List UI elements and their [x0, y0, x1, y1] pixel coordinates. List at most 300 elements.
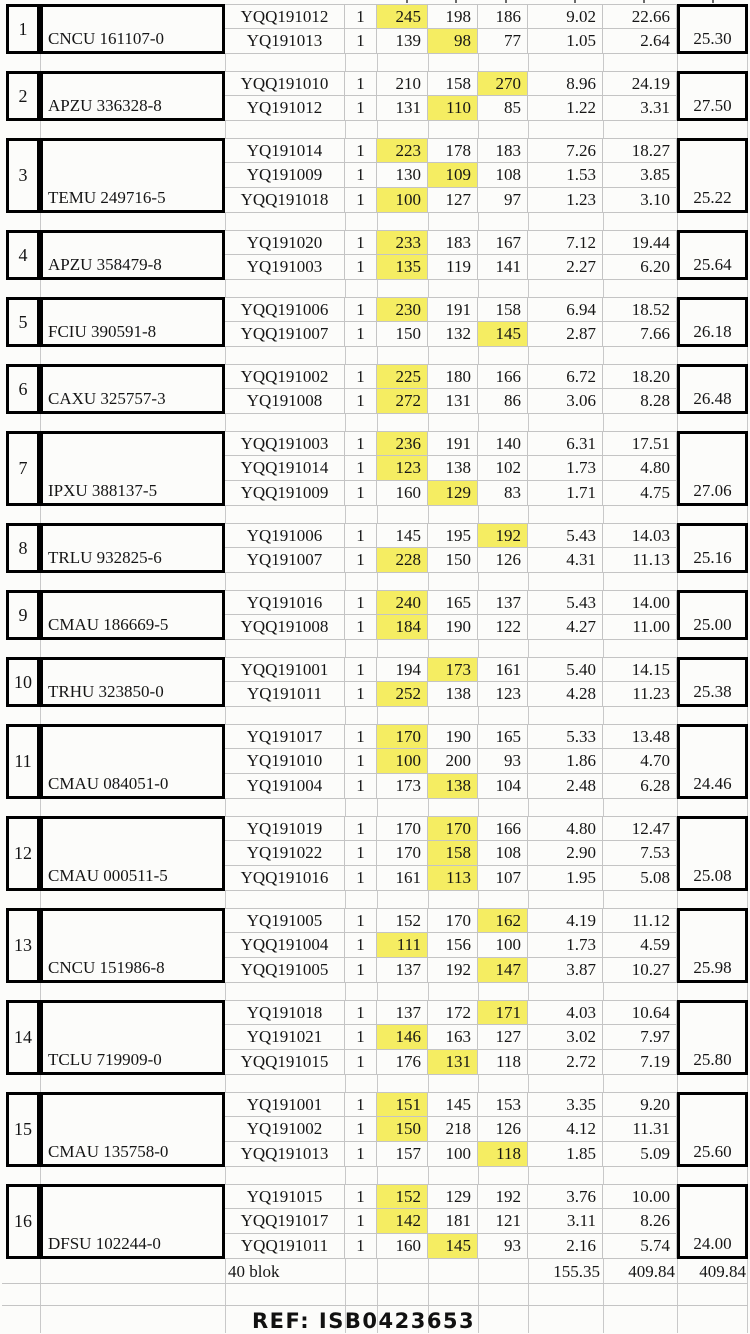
grid-line [747, 799, 748, 816]
header-fragment [505, 0, 507, 3]
grid-line [40, 347, 41, 364]
grid-gap-row [2, 280, 748, 297]
table-row [225, 958, 677, 983]
grid-line [345, 799, 346, 816]
container-total: 25.98 [693, 958, 732, 977]
container-total: 25.38 [693, 682, 732, 701]
lot-code-cell: YQ191016 [225, 591, 345, 615]
measure-3-cell: 158 [478, 298, 528, 322]
container-total: 25.80 [693, 1050, 732, 1069]
grid-gap-row [2, 121, 748, 138]
measure-1-cell: 210 [377, 72, 428, 96]
summary-sum-col4: 155.35 [553, 1262, 600, 1281]
grid-line [40, 707, 41, 724]
grid-line [40, 213, 41, 230]
weight-gross-cell: 4.80 [603, 456, 677, 481]
container-id: CMAU 084051-0 [48, 774, 169, 793]
table-row [225, 96, 677, 121]
grid-line [40, 121, 41, 138]
group-number: 4 [18, 244, 28, 265]
weight-net-cell: 4.12 [528, 1117, 603, 1142]
lot-qty-cell: 1 [345, 365, 377, 389]
header-fragment [712, 0, 714, 3]
measure-3-cell-highlighted: 270 [478, 72, 528, 96]
measure-3-cell-highlighted: 147 [478, 958, 528, 983]
grid-line [478, 573, 479, 590]
grid-line [528, 983, 529, 1000]
container-id: APZU 358479-8 [48, 255, 162, 274]
table-row [225, 590, 677, 615]
grid-line [528, 213, 529, 230]
group-number-box [6, 1184, 40, 1259]
grid-line [677, 799, 678, 816]
measure-3-cell-highlighted: 145 [478, 322, 528, 347]
lot-code-cell: YQ191021 [225, 1025, 345, 1050]
weight-gross-cell: 9.20 [603, 1093, 677, 1117]
container-total-box [677, 657, 748, 707]
weight-net-cell: 1.95 [528, 866, 603, 891]
grid-line [478, 891, 479, 908]
container-id: CMAU 000511-5 [48, 866, 168, 885]
grid-gap-row [2, 983, 748, 1000]
container-id: FCIU 390591-8 [48, 322, 157, 341]
weight-net-cell: 3.35 [528, 1093, 603, 1117]
grid-line [428, 1167, 429, 1184]
grid-line [677, 573, 678, 590]
measure-2-cell: 129 [428, 1185, 478, 1209]
grid-line [478, 983, 479, 1000]
table-row [225, 866, 677, 891]
lot-code-cell: YQQ191017 [225, 1209, 345, 1234]
group-number: 2 [18, 85, 28, 106]
weight-gross-cell: 5.74 [603, 1234, 677, 1259]
measure-2-cell: 183 [428, 231, 478, 255]
grid-gap-row [2, 891, 748, 908]
container-total: 24.00 [693, 1234, 732, 1253]
lot-qty-cell: 1 [345, 322, 377, 347]
grid-line [345, 1075, 346, 1092]
measure-1-cell: 130 [377, 163, 428, 188]
grid-line [478, 506, 479, 523]
measure-3-cell: 108 [478, 841, 528, 866]
grid-line [377, 1075, 378, 1092]
table-row [225, 1184, 677, 1209]
grid-line [377, 280, 378, 297]
measure-3-cell: 100 [478, 933, 528, 958]
weight-gross-cell: 3.31 [603, 96, 677, 121]
weight-net-cell: 4.03 [528, 1001, 603, 1025]
group-number-box [6, 1000, 40, 1075]
weight-gross-cell: 11.31 [603, 1117, 677, 1142]
measure-2-cell: 100 [428, 1142, 478, 1167]
container-id-box [40, 657, 225, 707]
table-row [225, 548, 677, 573]
container-total-box [677, 523, 748, 573]
lot-code-cell: YQQ191006 [225, 298, 345, 322]
measure-3-cell: 153 [478, 1093, 528, 1117]
grid-line [225, 347, 226, 364]
lot-qty-cell: 1 [345, 841, 377, 866]
lot-code-cell: YQ191009 [225, 163, 345, 188]
measure-2-cell: 138 [428, 456, 478, 481]
grid-line [603, 414, 604, 431]
measure-1-cell-highlighted: 223 [377, 139, 428, 163]
measure-3-cell: 165 [478, 725, 528, 749]
grid-line [478, 1167, 479, 1184]
measure-3-cell-highlighted: 162 [478, 909, 528, 933]
grid-line [528, 1284, 529, 1305]
table-row [225, 230, 677, 255]
container-id-box [40, 431, 225, 506]
weight-gross-cell: 4.75 [603, 481, 677, 506]
grid-line [225, 573, 226, 590]
weight-gross-cell: 7.19 [603, 1050, 677, 1075]
weight-gross-cell: 11.23 [603, 682, 677, 707]
lot-qty-cell: 1 [345, 481, 377, 506]
lot-code-cell: YQQ191005 [225, 958, 345, 983]
grid-line [528, 891, 529, 908]
grid-gap-row [2, 347, 748, 364]
weight-net-cell: 1.85 [528, 1142, 603, 1167]
grid-line [603, 983, 604, 1000]
measure-1-cell-highlighted: 230 [377, 298, 428, 322]
lot-qty-cell: 1 [345, 1117, 377, 1142]
grid-line [478, 347, 479, 364]
lot-qty-cell: 1 [345, 298, 377, 322]
measure-1-cell-highlighted: 123 [377, 456, 428, 481]
measure-1-cell-highlighted: 150 [377, 1117, 428, 1142]
weight-net-cell: 1.22 [528, 96, 603, 121]
grid-line [478, 707, 479, 724]
grid-line [603, 640, 604, 657]
container-total: 24.46 [693, 774, 732, 793]
weight-gross-cell: 7.97 [603, 1025, 677, 1050]
grid-line [603, 506, 604, 523]
measure-1-cell-highlighted: 228 [377, 548, 428, 573]
grid-line [428, 54, 429, 71]
grid-line [345, 1259, 346, 1283]
container-id-box [40, 590, 225, 640]
measure-1-cell-highlighted: 252 [377, 682, 428, 707]
measure-3-cell: 85 [478, 96, 528, 121]
weight-net-cell: 2.90 [528, 841, 603, 866]
grid-line [225, 640, 226, 657]
grid-line [528, 640, 529, 657]
weight-gross-cell: 7.53 [603, 841, 677, 866]
group-number-box [6, 816, 40, 891]
measure-2-cell: 138 [428, 682, 478, 707]
measure-1-cell: 176 [377, 1050, 428, 1075]
container-id-box [40, 523, 225, 573]
measure-2-cell: 158 [428, 72, 478, 96]
grid-line [345, 213, 346, 230]
grid-line [747, 983, 748, 1000]
measure-3-cell: 93 [478, 1234, 528, 1259]
grid-line [677, 1075, 678, 1092]
measure-2-cell: 163 [428, 1025, 478, 1050]
measure-2-cell-highlighted: 138 [428, 774, 478, 799]
group-number-box [6, 297, 40, 347]
grid-line [747, 573, 748, 590]
container-id-box [40, 1000, 225, 1075]
measure-1-cell: 145 [377, 524, 428, 548]
weight-net-cell: 2.16 [528, 1234, 603, 1259]
group-number-box [6, 590, 40, 640]
measure-2-cell-highlighted: 129 [428, 481, 478, 506]
weight-gross-cell: 17.51 [603, 432, 677, 456]
grid-gap-row [2, 799, 748, 816]
grid-line [528, 121, 529, 138]
table-row [225, 1092, 677, 1117]
weight-net-cell: 7.12 [528, 231, 603, 255]
grid-line [603, 1306, 604, 1333]
measure-1-cell-highlighted: 135 [377, 255, 428, 280]
grid-line [40, 1167, 41, 1184]
weight-gross-cell: 24.19 [603, 72, 677, 96]
grid-line [40, 640, 41, 657]
lot-qty-cell: 1 [345, 432, 377, 456]
header-fragment [643, 0, 645, 3]
grid-line [478, 640, 479, 657]
grid-line [747, 347, 748, 364]
grid-line [478, 799, 479, 816]
weight-net-cell: 3.87 [528, 958, 603, 983]
measure-2-cell-highlighted: 98 [428, 29, 478, 54]
measure-2-cell: 190 [428, 725, 478, 749]
grid-line [747, 1306, 748, 1333]
grid-line [428, 983, 429, 1000]
table-row [225, 908, 677, 933]
grid-line [377, 983, 378, 1000]
lot-code-cell: YQ191020 [225, 231, 345, 255]
group-number-box [6, 4, 40, 54]
grid-line [428, 891, 429, 908]
measure-1-cell-highlighted: 272 [377, 389, 428, 414]
measure-1-cell: 137 [377, 1001, 428, 1025]
grid-line [603, 347, 604, 364]
weight-gross-cell: 6.20 [603, 255, 677, 280]
grid-line [603, 1075, 604, 1092]
lot-code-cell: YQ191010 [225, 749, 345, 774]
grid-line [225, 707, 226, 724]
grid-line [747, 1167, 748, 1184]
weight-gross-cell: 18.27 [603, 139, 677, 163]
grid-line [747, 213, 748, 230]
grid-line [225, 1259, 226, 1283]
grid-line [345, 280, 346, 297]
table-row [225, 71, 677, 96]
lot-code-cell: YQ191008 [225, 389, 345, 414]
grid-line [377, 213, 378, 230]
table-row [225, 389, 677, 414]
lot-code-cell: YQQ191007 [225, 322, 345, 347]
weight-net-cell: 3.06 [528, 389, 603, 414]
grid-line [345, 640, 346, 657]
grid-line [345, 1284, 346, 1305]
weight-gross-cell: 14.15 [603, 658, 677, 682]
group-number-box [6, 523, 40, 573]
measure-2-cell: 127 [428, 188, 478, 213]
measure-1-cell-highlighted: 152 [377, 1185, 428, 1209]
grid-line [677, 213, 678, 230]
lot-code-cell: YQQ191004 [225, 933, 345, 958]
measure-2-cell: 172 [428, 1001, 478, 1025]
lot-code-cell: YQ191002 [225, 1117, 345, 1142]
grid-gap-row [2, 414, 748, 431]
grid-line [40, 414, 41, 431]
measure-3-cell: 161 [478, 658, 528, 682]
lot-qty-cell: 1 [345, 591, 377, 615]
measure-2-cell-highlighted: 131 [428, 1050, 478, 1075]
group-number-box [6, 364, 40, 414]
container-total-box [677, 431, 748, 506]
lot-code-cell: YQQ191018 [225, 188, 345, 213]
lot-qty-cell: 1 [345, 615, 377, 640]
container-total-box [677, 908, 748, 983]
table-row [225, 322, 677, 347]
grid-line [478, 213, 479, 230]
measure-3-cell: 122 [478, 615, 528, 640]
grid-line [677, 506, 678, 523]
measure-1-cell: 137 [377, 958, 428, 983]
grid-line [603, 1284, 604, 1305]
lot-qty-cell: 1 [345, 1001, 377, 1025]
grid-line [677, 707, 678, 724]
lot-qty-cell: 1 [345, 255, 377, 280]
weight-net-cell: 3.76 [528, 1185, 603, 1209]
grid-line [478, 280, 479, 297]
table-row [225, 816, 677, 841]
grid-line [377, 1167, 378, 1184]
measure-2-cell: 195 [428, 524, 478, 548]
weight-gross-cell: 3.85 [603, 163, 677, 188]
grid-line [747, 506, 748, 523]
weight-net-cell: 5.40 [528, 658, 603, 682]
grid-gap-row [2, 1075, 748, 1092]
group-number-box [6, 138, 40, 213]
lot-code-cell: YQ191005 [225, 909, 345, 933]
container-total-box [677, 590, 748, 640]
grid-line [478, 54, 479, 71]
weight-net-cell: 4.28 [528, 682, 603, 707]
weight-gross-cell: 8.28 [603, 389, 677, 414]
grid-line [345, 54, 346, 71]
header-fragment [455, 0, 457, 3]
grid-line [377, 891, 378, 908]
grid-line [345, 707, 346, 724]
measure-3-cell: 123 [478, 682, 528, 707]
measure-2-cell-highlighted: 158 [428, 841, 478, 866]
weight-gross-cell: 8.26 [603, 1209, 677, 1234]
measure-2-cell: 191 [428, 432, 478, 456]
lot-qty-cell: 1 [345, 933, 377, 958]
container-id: CNCU 161107-0 [48, 29, 165, 48]
weight-gross-cell: 18.20 [603, 365, 677, 389]
grid-line [428, 640, 429, 657]
group-number: 11 [14, 751, 32, 771]
grid-line [377, 414, 378, 431]
measure-2-cell: 165 [428, 591, 478, 615]
container-total: 25.60 [693, 1142, 732, 1161]
grid-line [428, 1259, 429, 1283]
grid-gap-row [2, 573, 748, 590]
container-id: APZU 336328-8 [48, 96, 162, 115]
container-total: 25.64 [693, 255, 732, 274]
measure-2-cell: 170 [428, 909, 478, 933]
grid-line [747, 414, 748, 431]
container-id: TCLU 719909-0 [48, 1050, 162, 1069]
group-number-box [6, 657, 40, 707]
measure-2-cell-highlighted: 145 [428, 1234, 478, 1259]
table-row [225, 431, 677, 456]
table-row [225, 1117, 677, 1142]
weight-gross-cell: 7.66 [603, 322, 677, 347]
weight-net-cell: 5.33 [528, 725, 603, 749]
measure-2-cell: 181 [428, 1209, 478, 1234]
weight-net-cell: 1.23 [528, 188, 603, 213]
measure-3-cell: 166 [478, 365, 528, 389]
summary-sum-total: 409.84 [699, 1262, 746, 1281]
lot-qty-cell: 1 [345, 958, 377, 983]
group-number: 13 [14, 935, 32, 955]
measure-1-cell-highlighted: 225 [377, 365, 428, 389]
measure-2-cell: 131 [428, 389, 478, 414]
table-row [225, 724, 677, 749]
measure-1-cell-highlighted: 233 [377, 231, 428, 255]
grid-line [747, 640, 748, 657]
grid-line [345, 1167, 346, 1184]
grid-line [677, 121, 678, 138]
container-total: 26.48 [693, 389, 732, 408]
grid-line [603, 121, 604, 138]
group-number: 7 [18, 458, 28, 478]
grid-line [603, 213, 604, 230]
container-total-box [677, 138, 748, 213]
measure-2-cell-highlighted: 113 [428, 866, 478, 891]
group-number-box [6, 71, 40, 121]
measure-1-cell: 139 [377, 29, 428, 54]
measure-1-cell: 160 [377, 481, 428, 506]
measure-1-cell: 170 [377, 841, 428, 866]
grid-line [528, 1306, 529, 1333]
measure-3-cell: 137 [478, 591, 528, 615]
weight-gross-cell: 4.70 [603, 749, 677, 774]
weight-net-cell: 4.19 [528, 909, 603, 933]
lot-code-cell: YQ191012 [225, 96, 345, 121]
lot-code-cell: YQQ191009 [225, 481, 345, 506]
weight-net-cell: 8.96 [528, 72, 603, 96]
measure-1-cell: 150 [377, 322, 428, 347]
table-row [225, 774, 677, 799]
lot-code-cell: YQ191017 [225, 725, 345, 749]
grid-line [225, 213, 226, 230]
measure-2-cell: 150 [428, 548, 478, 573]
weight-gross-cell: 13.48 [603, 725, 677, 749]
measure-2-cell-highlighted: 109 [428, 163, 478, 188]
grid-line [225, 506, 226, 523]
grid-line [677, 414, 678, 431]
container-id-box [40, 1184, 225, 1259]
grid-line [345, 891, 346, 908]
grid-line [40, 280, 41, 297]
table-row [225, 1209, 677, 1234]
group-number: 9 [18, 604, 28, 625]
grid-line [747, 1284, 748, 1305]
grid-line [478, 1075, 479, 1092]
lot-qty-cell: 1 [345, 774, 377, 799]
weight-gross-cell: 5.09 [603, 1142, 677, 1167]
grid-line [40, 1284, 41, 1305]
